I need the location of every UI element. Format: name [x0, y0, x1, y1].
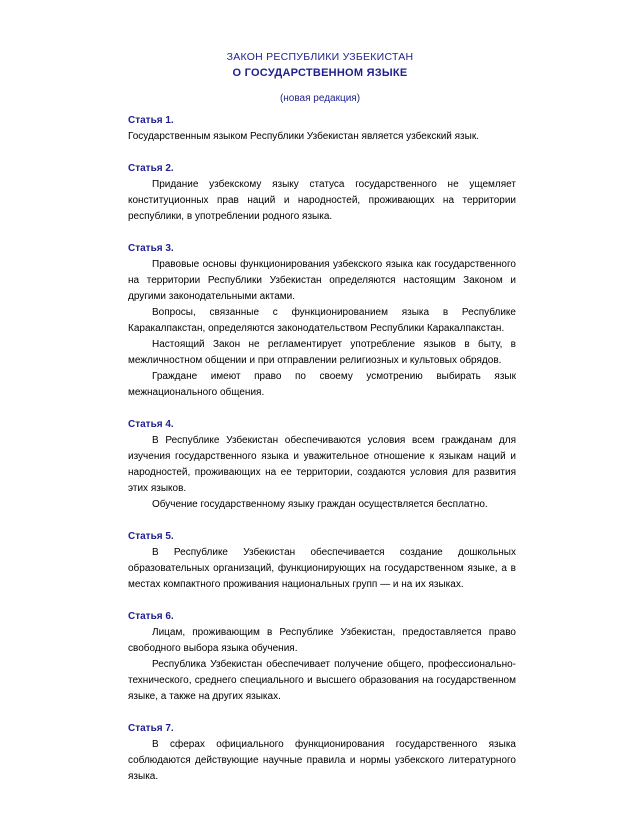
article-block — [128, 113, 516, 145]
law-title-line-1: ЗАКОН РЕСПУБЛИКИ УЗБЕКИСТАН — [226, 51, 414, 63]
article-paragraph: В Республике Узбекистан обеспечивается создание дошкольных образовательных организаций, функционирующих на государственном языке, а в местах компактного проживания национальных групп — и на их языках. — [128, 547, 516, 590]
article-block — [128, 721, 516, 785]
article-paragraph: Придание узбекскому языку статуса государственного не ущемляет конституционных прав наций и народностей, проживающих на территории республики, в употреблении родного языка. — [128, 179, 516, 222]
article-spacer — [128, 593, 516, 609]
article-paragraph: Граждане имеют право по своему усмотрению выбирать язык межнационального общения. — [128, 371, 516, 398]
article-paragraph: Правовые основы функционирования узбекского языка как государственного на территории Республики Узбекистан определяются настоящим Законом и другими законодательными актами. — [128, 259, 516, 302]
article-heading: Статья 7. — [128, 723, 174, 734]
article-block — [128, 241, 516, 401]
article-spacer — [128, 705, 516, 721]
article-paragraph: Республика Узбекистан обеспечивает получение общего, профессионально-технического, среднего специального и высшего образования на государственном языке, а также на других языках. — [128, 659, 516, 702]
article-block — [128, 417, 516, 513]
articles-container — [128, 113, 516, 785]
article-paragraph: В Республике Узбекистан обеспечиваются условия всем гражданам для изучения государственного языка и уважительное отношение к языкам наций и народностей, проживающих на ее территории, создаются условия для развития этих языков. — [128, 435, 516, 494]
document-title-block — [0, 0, 640, 107]
article-paragraph: Обучение государственному языку граждан осуществляется бесплатно. — [152, 499, 488, 510]
article-heading: Статья 3. — [128, 243, 174, 254]
article-spacer — [128, 401, 516, 417]
article-heading: Статья 1. — [128, 115, 174, 126]
article-paragraph: Вопросы, связанные с функционированием языка в Республике Каракалпакстан, определяются законодательством Республики Каракалпакстан. — [128, 307, 516, 334]
article-spacer — [128, 513, 516, 529]
article-heading: Статья 5. — [128, 531, 174, 542]
article-spacer — [128, 145, 516, 161]
article-spacer — [128, 225, 516, 241]
article-heading: Статья 2. — [128, 163, 174, 174]
article-block — [128, 529, 516, 593]
article-paragraph: Лицам, проживающим в Республике Узбекистан, предоставляется право свободного выбора языка обучения. — [128, 627, 516, 654]
law-edition-note: (новая редакция) — [279, 93, 361, 104]
article-paragraph: Настоящий Закон не регламентирует употребление языков в быту, в межличностном общении и при отправлении религиозных и культовых обрядов. — [128, 339, 516, 366]
article-heading: Статья 4. — [128, 419, 174, 430]
article-heading: Статья 6. — [128, 611, 174, 622]
article-block — [128, 161, 516, 225]
law-title-line-2: О ГОСУДАРСТВЕННОМ ЯЗЫКЕ — [232, 67, 408, 79]
article-block — [128, 609, 516, 705]
article-paragraph: В сферах официального функционирования государственного языка соблюдаются действующие научные правила и нормы узбекского литературного языка. — [128, 739, 516, 782]
article-paragraph: Государственным языком Республики Узбекистан является узбекский язык. — [128, 131, 479, 142]
